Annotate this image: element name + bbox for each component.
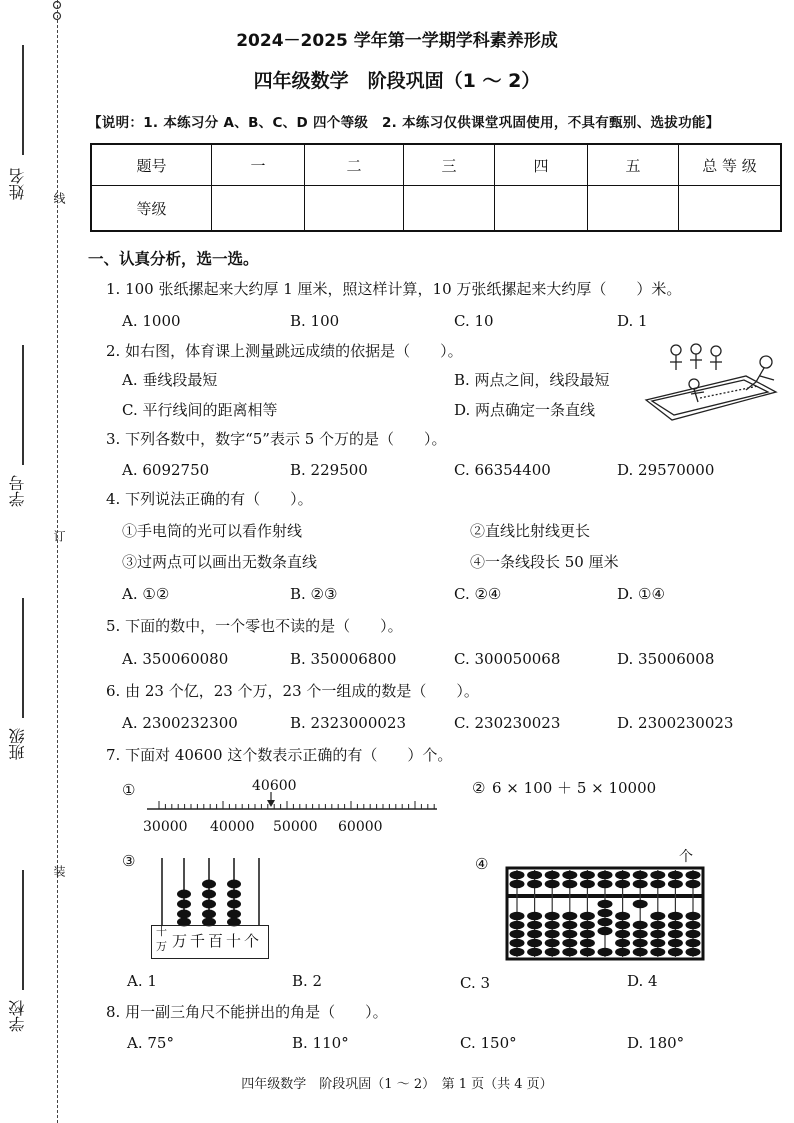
q3-option-c[interactable]: C. 66354400 <box>454 461 551 479</box>
q7-option-d[interactable]: D. 4 <box>627 972 658 990</box>
student-id-blank[interactable] <box>22 345 24 465</box>
q5-stem: 5. 下面的数中，一个零也不读的是（ ）。 <box>106 617 403 635</box>
abacus-bead <box>580 939 595 948</box>
score-header-cell: 二 <box>305 144 404 186</box>
cut-label-ding: 订 <box>52 530 66 542</box>
score-header-cell: 一 <box>212 144 305 186</box>
q7-item-marker: ② <box>472 779 486 797</box>
q8-stem: 8. 用一副三角尺不能拼出的角是（ ）。 <box>106 1003 388 1021</box>
number-line-tick-label: 50000 <box>273 819 318 835</box>
q4-statement: ①手电筒的光可以看作射线 <box>122 522 303 540</box>
q2-option-c[interactable]: C. 平行线间的距离相等 <box>122 401 278 419</box>
abacus-bead <box>598 918 613 927</box>
q4-option-c[interactable]: C. ②④ <box>454 585 502 603</box>
q4-option-a[interactable]: A. ①② <box>122 585 170 603</box>
q4-stem: 4. 下列说法正确的有（ ）。 <box>106 490 313 508</box>
abacus-bead <box>650 939 665 948</box>
abacus-bead <box>633 939 648 948</box>
abacus-bead <box>668 871 683 880</box>
abacus-bead <box>545 948 560 957</box>
instructions-note: 【说明：1. 本练习分 A、B、C、D 四个等级 2. 本练习仅供课堂巩固使用，不具有甄别、选拔功能】 <box>88 115 720 131</box>
abacus-bead <box>615 871 630 880</box>
q8-option-c[interactable]: C. 150° <box>460 1034 517 1052</box>
abacus-bead <box>562 912 577 921</box>
number-line-tick-label: 30000 <box>143 819 188 835</box>
abacus-bead <box>668 930 683 939</box>
abacus-bead <box>545 912 560 921</box>
abacus-bead <box>686 912 701 921</box>
student-id-label: 学号 <box>8 475 27 507</box>
number-line <box>145 790 440 814</box>
abacus-bead <box>510 948 525 957</box>
q7-option-c[interactable]: C. 3 <box>460 974 491 992</box>
abacus-bead <box>527 939 542 948</box>
abacus-bead <box>527 871 542 880</box>
abacus-bead <box>686 948 701 957</box>
school-label: 学校 <box>8 1000 27 1032</box>
abacus-bead <box>633 948 648 957</box>
class-blank[interactable] <box>22 598 24 718</box>
abacus-bead <box>562 880 577 889</box>
abacus-bead <box>615 921 630 930</box>
q8-option-a[interactable]: A. 75° <box>127 1034 174 1052</box>
q6-stem: 6. 由 23 个亿，23 个万，23 个一组成的数是（ ）。 <box>106 682 479 700</box>
abacus-bead <box>527 948 542 957</box>
abacus-bead <box>580 912 595 921</box>
name-blank[interactable] <box>22 45 24 155</box>
abacus-bead <box>650 880 665 889</box>
score-header-cell: 四 <box>495 144 588 186</box>
abacus-bead <box>650 871 665 880</box>
abacus-bead <box>527 912 542 921</box>
abacus-place-ten: 十 <box>156 925 167 938</box>
abacus-bead <box>686 921 701 930</box>
abacus-bead <box>615 880 630 889</box>
score-header-cell: 题号 <box>91 144 212 186</box>
abacus-bead <box>562 930 577 939</box>
number-line-tick-label: 60000 <box>338 819 383 835</box>
long-jump-illustration <box>636 340 786 422</box>
abacus-bead <box>545 871 560 880</box>
class-label: 班级 <box>8 728 27 760</box>
page-title: 2024－2025 学年第一学期学科素养形成 <box>236 31 558 51</box>
score-cell[interactable] <box>495 186 588 232</box>
abacus-bead <box>668 939 683 948</box>
q7-option-a[interactable]: A. 1 <box>127 972 157 990</box>
abacus-bead <box>562 871 577 880</box>
abacus-bead <box>633 921 648 930</box>
q7-item-marker: ③ <box>122 852 136 870</box>
abacus-bead <box>510 912 525 921</box>
page-subtitle: 四年级数学 阶段巩固（1 ～ 2） <box>253 70 541 92</box>
score-table <box>90 143 782 232</box>
score-cell[interactable] <box>588 186 679 232</box>
suanpan-abacus <box>505 866 705 961</box>
abacus-bead <box>510 921 525 930</box>
abacus-bead <box>668 912 683 921</box>
abacus-bead <box>580 880 595 889</box>
abacus-bead <box>598 909 613 918</box>
abacus-bead <box>633 880 648 889</box>
q5-option-b[interactable]: B. 350006800 <box>290 650 397 668</box>
abacus-bead <box>686 871 701 880</box>
q1-option-c[interactable]: C. 10 <box>454 312 494 330</box>
number-line-tick-label: 40000 <box>210 819 255 835</box>
abacus-bead <box>562 948 577 957</box>
cut-label-zhuang: 装 <box>52 865 66 877</box>
q1-stem: 1. 100 张纸摞起来大约厚 1 厘米，照这样计算，10 万张纸摞起来大约厚（ ）米。 <box>106 280 682 298</box>
q2-option-b[interactable]: B. 两点之间，线段最短 <box>454 371 610 389</box>
q3-option-b[interactable]: B. 229500 <box>290 461 368 479</box>
score-cell[interactable] <box>212 186 305 232</box>
abacus-bead <box>598 871 613 880</box>
abacus-bead <box>510 930 525 939</box>
abacus-bead <box>527 921 542 930</box>
score-header-cell: 三 <box>404 144 495 186</box>
score-cell[interactable] <box>404 186 495 232</box>
abacus-bead <box>598 948 613 957</box>
page-footer: 四年级数学 阶段巩固（1 ～ 2） 第 1 页（共 4 页） <box>241 1077 553 1092</box>
abacus-bead <box>598 900 613 909</box>
q5-option-a[interactable]: A. 350060080 <box>122 650 229 668</box>
q2-option-a[interactable]: A. 垂线段最短 <box>122 371 218 389</box>
q4-statement: ③过两点可以画出无数条直线 <box>122 553 318 571</box>
q7-stem: 7. 下面对 40600 这个数表示正确的有（ ）个。 <box>106 746 453 764</box>
q6-option-b[interactable]: B. 2323000023 <box>290 714 406 732</box>
section-title: 一、认真分析，选一选。 <box>88 250 259 268</box>
abacus-bead <box>668 921 683 930</box>
abacus-bead <box>545 880 560 889</box>
score-header-cell: 五 <box>588 144 679 186</box>
abacus-bead <box>562 939 577 948</box>
abacus-bead <box>686 939 701 948</box>
abacus-bead <box>510 871 525 880</box>
q8-option-d[interactable]: D. 180° <box>627 1034 685 1052</box>
number-line-arrow-label: 40600 <box>252 778 297 794</box>
q4-option-d[interactable]: D. ①④ <box>617 585 665 603</box>
binding-dashed-line <box>57 0 58 1123</box>
abacus-bead <box>615 939 630 948</box>
abacus-bead <box>510 939 525 948</box>
q1-option-b[interactable]: B. 100 <box>290 312 340 330</box>
abacus-bead <box>668 948 683 957</box>
abacus-bead <box>650 930 665 939</box>
abacus-bead <box>650 921 665 930</box>
abacus-bead <box>545 939 560 948</box>
abacus-bead <box>580 948 595 957</box>
abacus-ones-label: 个 <box>679 849 693 865</box>
q1-option-d[interactable]: D. 1 <box>617 312 648 330</box>
q6-option-a[interactable]: A. 2300232300 <box>122 714 238 732</box>
cut-label-line: 线 <box>52 192 66 204</box>
counting-rod-abacus <box>150 858 270 928</box>
abacus-bead <box>615 930 630 939</box>
q1-option-a[interactable]: A. 1000 <box>122 312 181 330</box>
q7-item-marker: ④ <box>475 855 489 873</box>
abacus-bead <box>615 948 630 957</box>
abacus-bead <box>580 871 595 880</box>
abacus-bead <box>633 871 648 880</box>
score-row-label: 等级 <box>91 186 212 232</box>
abacus-bead <box>686 930 701 939</box>
abacus-bead <box>598 927 613 936</box>
q3-option-a[interactable]: A. 6092750 <box>122 461 210 479</box>
q2-stem: 2. 如右图，体育课上测量跳远成绩的依据是（ ）。 <box>106 342 463 360</box>
abacus-bead <box>686 880 701 889</box>
q4-option-b[interactable]: B. ②③ <box>290 585 338 603</box>
abacus-bead <box>580 921 595 930</box>
abacus-bead <box>650 912 665 921</box>
abacus-bead <box>527 880 542 889</box>
abacus-bead <box>545 921 560 930</box>
q4-statement: ④一条线段长 50 厘米 <box>470 553 619 571</box>
abacus-bead <box>633 930 648 939</box>
q3-option-d[interactable]: D. 29570000 <box>617 461 715 479</box>
abacus-place-wan: 万 <box>156 940 167 953</box>
abacus-bead <box>598 880 613 889</box>
q7-option-b[interactable]: B. 2 <box>292 972 323 990</box>
q3-stem: 3. 下列各数中，数字“5”表示 5 个万的是（ ）。 <box>106 430 447 448</box>
abacus-bead <box>545 930 560 939</box>
q6-option-c[interactable]: C. 230230023 <box>454 714 561 732</box>
q5-option-c[interactable]: C. 300050068 <box>454 650 561 668</box>
score-header-cell: 总 等 级 <box>679 144 782 186</box>
abacus-bead <box>562 921 577 930</box>
q4-statement: ②直线比射线更长 <box>470 522 591 540</box>
q8-option-b[interactable]: B. 110° <box>292 1034 349 1052</box>
score-cell[interactable] <box>305 186 404 232</box>
abacus-bead <box>510 880 525 889</box>
abacus-bead <box>615 912 630 921</box>
q7-expression: 6 × 100 ＋ 5 × 10000 <box>492 779 657 797</box>
abacus-place-labels: 万千百十个 <box>172 932 263 950</box>
school-blank[interactable] <box>22 870 24 990</box>
q7-item-marker: ① <box>122 781 136 799</box>
q5-option-d[interactable]: D. 35006008 <box>617 650 715 668</box>
abacus-bead <box>633 900 648 909</box>
abacus-bead <box>650 948 665 957</box>
abacus-bead <box>580 930 595 939</box>
score-cell[interactable] <box>679 186 782 232</box>
abacus-bead <box>668 880 683 889</box>
binding-hole-icon <box>50 0 66 24</box>
q6-option-d[interactable]: D. 2300230023 <box>617 714 734 732</box>
q2-option-d[interactable]: D. 两点确定一条直线 <box>454 401 596 419</box>
name-label: 姓名 <box>8 168 27 200</box>
abacus-bead <box>527 930 542 939</box>
